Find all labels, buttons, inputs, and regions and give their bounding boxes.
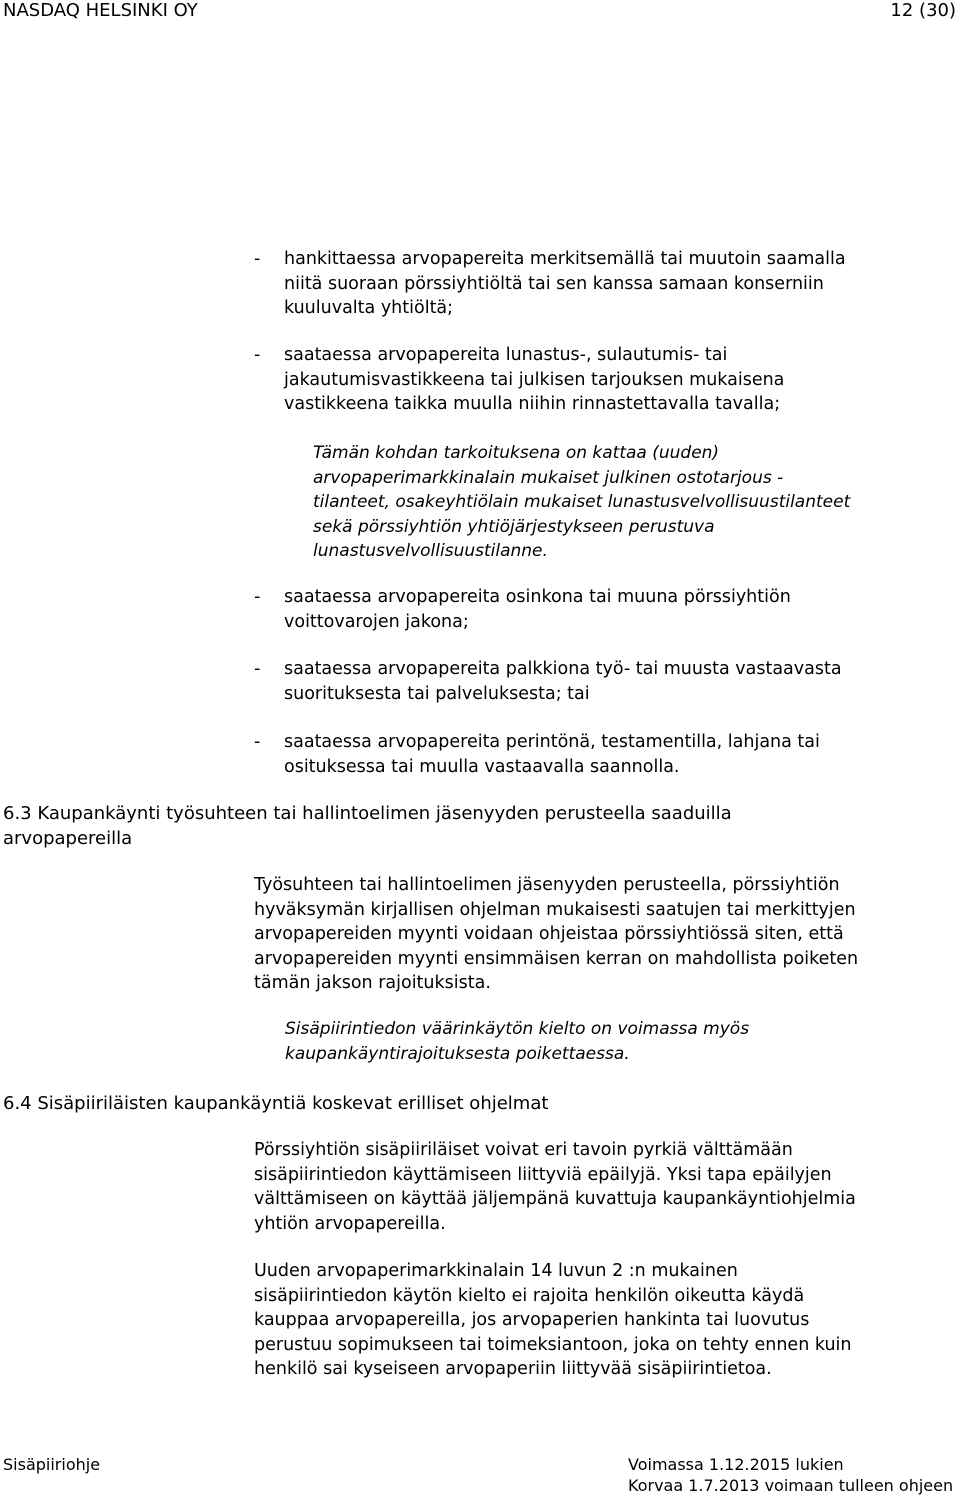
bullet-dash: - bbox=[254, 732, 261, 752]
paragraph-line: perustuu sopimukseen tai toimeksiantoon, joka on tehty ennen kuin bbox=[254, 1334, 852, 1355]
bullet-dash: - bbox=[254, 345, 261, 365]
paragraph-line: välttämiseen on käyttää jäljempänä kuvattuja kaupankäyntiohjelmia bbox=[254, 1189, 856, 1209]
bullet-line: osituksessa tai muulla vastaavalla saannolla. bbox=[284, 756, 680, 777]
note-line: kaupankäyntirajoituksesta poikettaessa. bbox=[285, 1043, 630, 1064]
bullet-line: saataessa arvopapereita palkkiona työ- tai muusta vastaavasta bbox=[284, 659, 842, 679]
bullet-line: niitä suoraan pörssiyhtiöltä tai sen kanssa samaan konserniin bbox=[284, 273, 824, 294]
bullet-line: kuuluvalta yhtiöltä; bbox=[284, 298, 454, 318]
paragraph-line: sisäpiirintiedon käytön kielto ei rajoita henkilön oikeutta käydä bbox=[254, 1285, 805, 1306]
paragraph-line: arvopapereiden myynti ensimmäisen kerran on mahdollista poiketen bbox=[254, 948, 859, 969]
header-page-number: 12 (30) bbox=[890, 0, 956, 21]
paragraph-line: Työsuhteen tai hallintoelimen jäsenyyden perusteella, pörssiyhtiön bbox=[254, 875, 840, 895]
list-item bbox=[254, 247, 954, 321]
bullet-line: saataessa arvopapereita perintönä, testamentilla, lahjana tai bbox=[284, 732, 820, 752]
bullet-line: vastikkeena taikka muulla niihin rinnastettavalla tavalla; bbox=[284, 394, 781, 414]
bullet-line: saataessa arvopapereita lunastus-, sulautumis- tai bbox=[284, 345, 728, 365]
paragraph-line: tämän jakson rajoituksista. bbox=[254, 973, 491, 993]
paragraph bbox=[254, 1259, 954, 1382]
heading-line: arvopapereilla bbox=[3, 828, 133, 849]
list-item bbox=[254, 657, 954, 706]
bullet-line: voittovarojen jakona; bbox=[284, 611, 469, 632]
paragraph-line: Pörssiyhtiön sisäpiiriläiset voivat eri tavoin pyrkiä välttämään bbox=[254, 1140, 793, 1160]
paragraph-line: kauppaa arvopapereilla, jos arvopaperien hankinta tai luovutus bbox=[254, 1310, 810, 1330]
header-company: NASDAQ HELSINKI OY bbox=[3, 0, 198, 21]
paragraph-line: sisäpiirintiedon käyttämiseen liittyviä epäilyjä. Yksi tapa epäilyjen bbox=[254, 1164, 832, 1185]
list-item bbox=[254, 343, 954, 417]
note-line: Tämän kohdan tarkoituksena on kattaa (uuden) bbox=[313, 443, 720, 463]
bullet-line: suorituksesta tai palveluksesta; tai bbox=[284, 683, 590, 704]
paragraph-line: hyväksymän kirjallisen ohjelman mukaisesti saatujen tai merkittyjen bbox=[254, 899, 856, 920]
note-line: Sisäpiirintiedon väärinkäytön kielto on voimassa myös bbox=[285, 1019, 750, 1039]
bullet-dash: - bbox=[254, 587, 261, 607]
note-line: lunastusvelvollisuustilanne. bbox=[313, 541, 548, 561]
bullet-line: saataessa arvopapereita osinkona tai muuna pörssiyhtiön bbox=[284, 587, 791, 607]
section-heading-6-4: 6.4 Sisäpiiriläisten kaupankäyntiä koskevat erilliset ohjelmat bbox=[3, 1093, 549, 1114]
note-line: arvopaperimarkkinalain mukaiset julkinen ostotarjous - bbox=[313, 467, 784, 488]
footer-document-name: Sisäpiiriohje bbox=[3, 1455, 101, 1474]
bullet-dash: - bbox=[254, 659, 261, 679]
paragraph-line: arvopapereiden myynti voidaan ohjeistaa pörssiyhtiössä siten, että bbox=[254, 924, 844, 944]
note-line: sekä pörssiyhtiön yhtiöjärjestykseen perustuva bbox=[313, 516, 715, 537]
bullet-line: jakautumisvastikkeena tai julkisen tarjouksen mukaisena bbox=[284, 369, 785, 390]
paragraph bbox=[254, 873, 954, 996]
paragraph-line: yhtiön arvopapereilla. bbox=[254, 1213, 446, 1234]
list-item bbox=[254, 585, 954, 634]
paragraph bbox=[254, 1138, 954, 1236]
list-item bbox=[254, 730, 954, 779]
footer-replaces: Korvaa 1.7.2013 voimaan tulleen ohjeen bbox=[628, 1476, 954, 1495]
bullet-dash: - bbox=[254, 249, 261, 269]
heading-line: 6.3 Kaupankäynti työsuhteen tai hallintoelimen jäsenyyden perusteella saaduilla bbox=[3, 803, 732, 824]
paragraph-line: Uuden arvopaperimarkkinalain 14 luvun 2 :n mukainen bbox=[254, 1261, 738, 1281]
italic-note bbox=[313, 441, 954, 564]
italic-note bbox=[285, 1017, 954, 1066]
footer-valid-from: Voimassa 1.12.2015 lukien bbox=[628, 1455, 844, 1474]
note-line: tilanteet, osakeyhtiölain mukaiset lunastusvelvollisuustilanteet bbox=[313, 492, 851, 512]
paragraph-line: henkilö sai kyseiseen arvopaperiin liittyvää sisäpiirintietoa. bbox=[254, 1359, 772, 1379]
section-heading-6-3 bbox=[3, 801, 732, 851]
bullet-line: hankittaessa arvopapereita merkitsemällä tai muutoin saamalla bbox=[284, 249, 846, 269]
